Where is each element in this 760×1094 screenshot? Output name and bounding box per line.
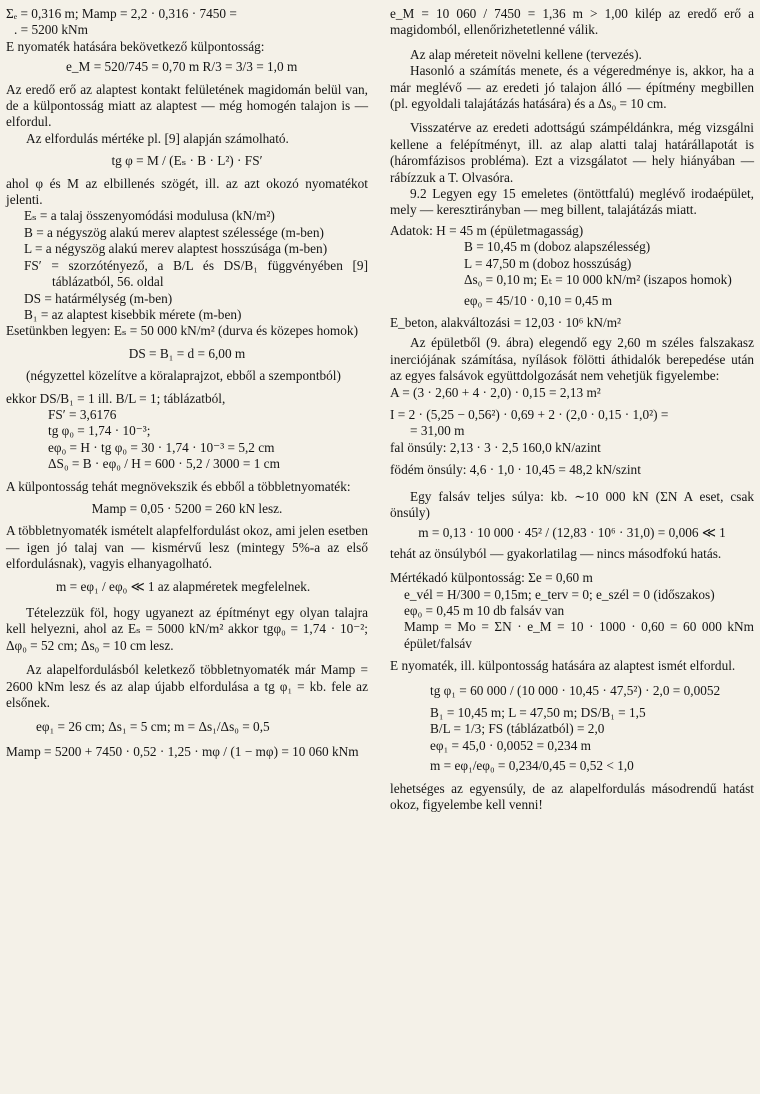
spacer [390, 39, 754, 47]
paragraph: tehát az önsúlyból — gyakorlatilag — nincs másodfokú hatás. [390, 545, 722, 561]
equation: Mamp = 0,05 · 5200 = 260 kN lesz. [91, 500, 283, 516]
paragraph: (négyzettel közelítve a köralaprajzot, ebből a szempontból) [26, 368, 341, 384]
definition: B₁ = az alaptest kisebbik mérete (m-ben) [24, 306, 242, 322]
equation: m = 0,13 · 10 000 · 45² / (12,83 · 10⁶ · 31,0) = 0,006 ≪ 1 [418, 525, 726, 541]
paragraph: Az elfordulás mértéke pl. [9] alapján számolható. [26, 130, 289, 146]
paragraph: Az alap méreteit növelni kellene (tervezés). [410, 46, 642, 62]
definition: FS′ = szorzótényező, a B/L és DS/B₁ függvényében [9] táblázatból, 56. oldal [24, 257, 368, 290]
equation: eφ₀ = H · tg φ₀ = 30 · 1,74 · 10⁻³ = 5,2 cm [48, 439, 275, 455]
equation: Mamp = Mo = ΣN · e_M = 10 · 1000 · 0,60 = 60 000 kNm épület/falsáv [404, 619, 754, 651]
paragraph: A külpontosság tehát megnövekszik és ebből a többletnyomaték: [6, 478, 351, 494]
equation: = 31,00 m [410, 423, 465, 439]
equation: eφ₀ = 0,45 m 10 db falsáv van [404, 603, 565, 618]
equation: I = 2 · (5,25 − 0,56²) · 0,69 + 2 · (2,0 · 0,15 · 1,0²) = [390, 406, 669, 422]
line: . = 5200 kNm [14, 22, 88, 38]
paragraph: E nyomaték hatására bekövetkező külpontosság: [6, 38, 265, 54]
equation: eφ₁ = 45,0 · 0,0052 = 0,234 m [430, 737, 592, 753]
definition-list [6, 208, 368, 323]
paragraph: 9.2 Legyen egy 15 emeletes (öntöttfalú) meglévő irodaépület, mely — keresztirányban — meg billent, talajátázás miatt. [390, 186, 754, 218]
equation: tg φ₁ = 60 000 / (10 000 · 10,45 · 47,5²) · 2,0 = 0,0052 [430, 682, 721, 698]
equation: fal önsúly: 2,13 · 3 · 2,5 160,0 kN/azint [390, 439, 601, 455]
paragraph: lehetséges az egyensúly, de az alapelfordulás másodrendű hatást okoz, figyelembe kell venni! [390, 780, 754, 813]
definition: L = a négyszög alakú merev alaptest hosszúsága (m-ben) [24, 241, 328, 257]
equation: tg φ₀ = 1,74 · 10⁻³; [48, 423, 151, 439]
definition: B = a négyszög alakú merev alaptest szélessége (m-ben) [24, 224, 324, 240]
paragraph: Az alapelfordulásból keletkező többletnyomaték már Mamp = 2600 kNm lesz és az alap újabb elfordulása a tg φ₁ = kb. fele az elsőnek. [6, 662, 368, 711]
paragraph: ahol φ és M az elbillenés szögét, ill. az azt okozó nyomatékot jelenti. [6, 175, 368, 208]
equation: eφ₀ = 45/10 · 0,10 = 0,45 m [464, 292, 613, 308]
paragraph: Visszatérve az eredeti adottságú számpéldánkra, még vizsgálni kellene a felépítményt, ill. az alap alatti talaj határállapotát is (háromfázisos probléma). Ezt a vizsgálatot — hely hiányában — rábízzuk a T. Olvasóra. [390, 120, 754, 185]
equation: m = eφ₁ / eφ₀ ≪ 1 az alapméretek megfelelnek. [56, 578, 311, 594]
paragraph: A többletnyomaték ismételt alapfelfordulást okoz, ami jelen esetben — igen jó talaj van — kismérvű lesz (mintegy 5%-a az első elfordulásnak), vagyis elhanyagolható. [6, 523, 368, 572]
equation: ekkor DS/B₁ = 1 ill. B/L = 1; táblázatból, [6, 390, 226, 406]
paragraph: Egy falsáv teljes súlya: kb. ∼10 000 kN (ΣN A eset, csak önsúly) [390, 488, 754, 520]
paragraph: E nyomaték, ill. külpontosság hatására az alaptest ismét elfordul. [390, 658, 736, 674]
paragraph: Esetünkben legyen: Eₛ = 50 000 kN/m² (durva és közepes homok) [6, 323, 359, 339]
equation: tg φ = M / (Eₛ · B · L²) · FS′ [111, 153, 263, 169]
equation: e_M = 520/745 = 0,70 m R/3 = 3/3 = 1,0 m [66, 59, 298, 75]
equation: e_vél = H/300 = 0,15m; e_terv = 0; e_szél = 0 (időszakos) [404, 586, 715, 602]
equation: ΔS₀ = B · eφ₀ / H = 600 · 5,2 / 3000 = 1 cm [48, 456, 280, 472]
right-column [390, 6, 754, 813]
paragraph: Az épületből (9. ábra) elegendő egy 2,60 m széles falszakasz inerciójának számítása, nyílások fölötti áthidalók berepedése után az egyes falsávok együttdolgozását nem vehetjük figyelembe: [390, 335, 754, 384]
equation: FS′ = 3,6176 [48, 406, 117, 422]
paragraph: Hasonló a számítás menete, és a végeredménye is, akkor, ha a már meglévő — az eredeti jó talajon álló — építmény megbillen (pl. egyoldali talajátázás hatására) és a Δs₀ = 10 cm. [390, 63, 754, 112]
line: L = 47,50 m (doboz hosszúság) [464, 255, 632, 271]
paragraph: Az eredő erő az alaptest kontakt felületének magidomán belül van, de a külpontosság miatt az alaptest — még homogén talajon is — elfordul. [6, 81, 368, 130]
paragraph: Adatok: H = 45 m (épületmagasság) [390, 222, 584, 238]
line: Σₑ = 0,316 m; Mamp = 2,2 · 0,316 · 7450 = [6, 6, 237, 21]
line: B = 10,45 m (doboz alapszélesség) [464, 239, 651, 255]
equation: eφ₁ = 26 cm; Δs₁ = 5 cm; m = Δs₁/Δs₀ = 0,5 [36, 719, 270, 735]
paragraph: e_M = 10 060 / 7450 = 1,36 m > 1,00 kilép az eredő erő a magidomból, ellenőrizhetetlenné válik. [390, 6, 754, 38]
definition: Eₛ = a talaj összenyomódási modulusa (kN/m²) [24, 208, 275, 224]
equation: DS = B₁ = d = 6,00 m [128, 345, 246, 361]
spacer [390, 112, 754, 120]
line: Δs₀ = 0,10 m; Eₜ = 10 000 kN/m² (iszapos homok) [464, 272, 732, 288]
equation: m = eφ₁/eφ₀ = 0,234/0,45 = 0,52 < 1,0 [430, 758, 634, 774]
equation: A = (3 · 2,60 + 4 · 2,0) · 0,15 = 2,13 m² [390, 384, 601, 400]
equation: födém önsúly: 4,6 · 1,0 · 10,45 = 48,2 kN/szint [390, 462, 641, 478]
definition: DS = határmélység (m-ben) [24, 290, 173, 306]
equation: Mamp = 5200 + 7450 · 0,52 · 1,25 · mφ / (1 − mφ) = 10 060 kNm [6, 743, 359, 759]
paragraph: Mértékadó külpontosság: Σe = 0,60 m [390, 570, 593, 586]
equation: E_beton, alakváltozási = 12,03 · 10⁶ kN/m² [390, 314, 622, 330]
left-column [6, 6, 368, 760]
equation: B₁ = 10,45 m; L = 47,50 m; DS/B₁ = 1,5 [430, 705, 646, 721]
paragraph: Tételezzük föl, hogy ugyanezt az építményt egy olyan talajra kell helyezni, ahol az Eₛ = 5000 kN/m² akkor tgφ₀ = 1,74 · 10⁻²; Δφ₀ = 52 cm; Δs₀ = 10 cm lesz. [6, 605, 368, 653]
equation: B/L = 1/3; FS (táblázatból) = 2,0 [430, 721, 605, 737]
